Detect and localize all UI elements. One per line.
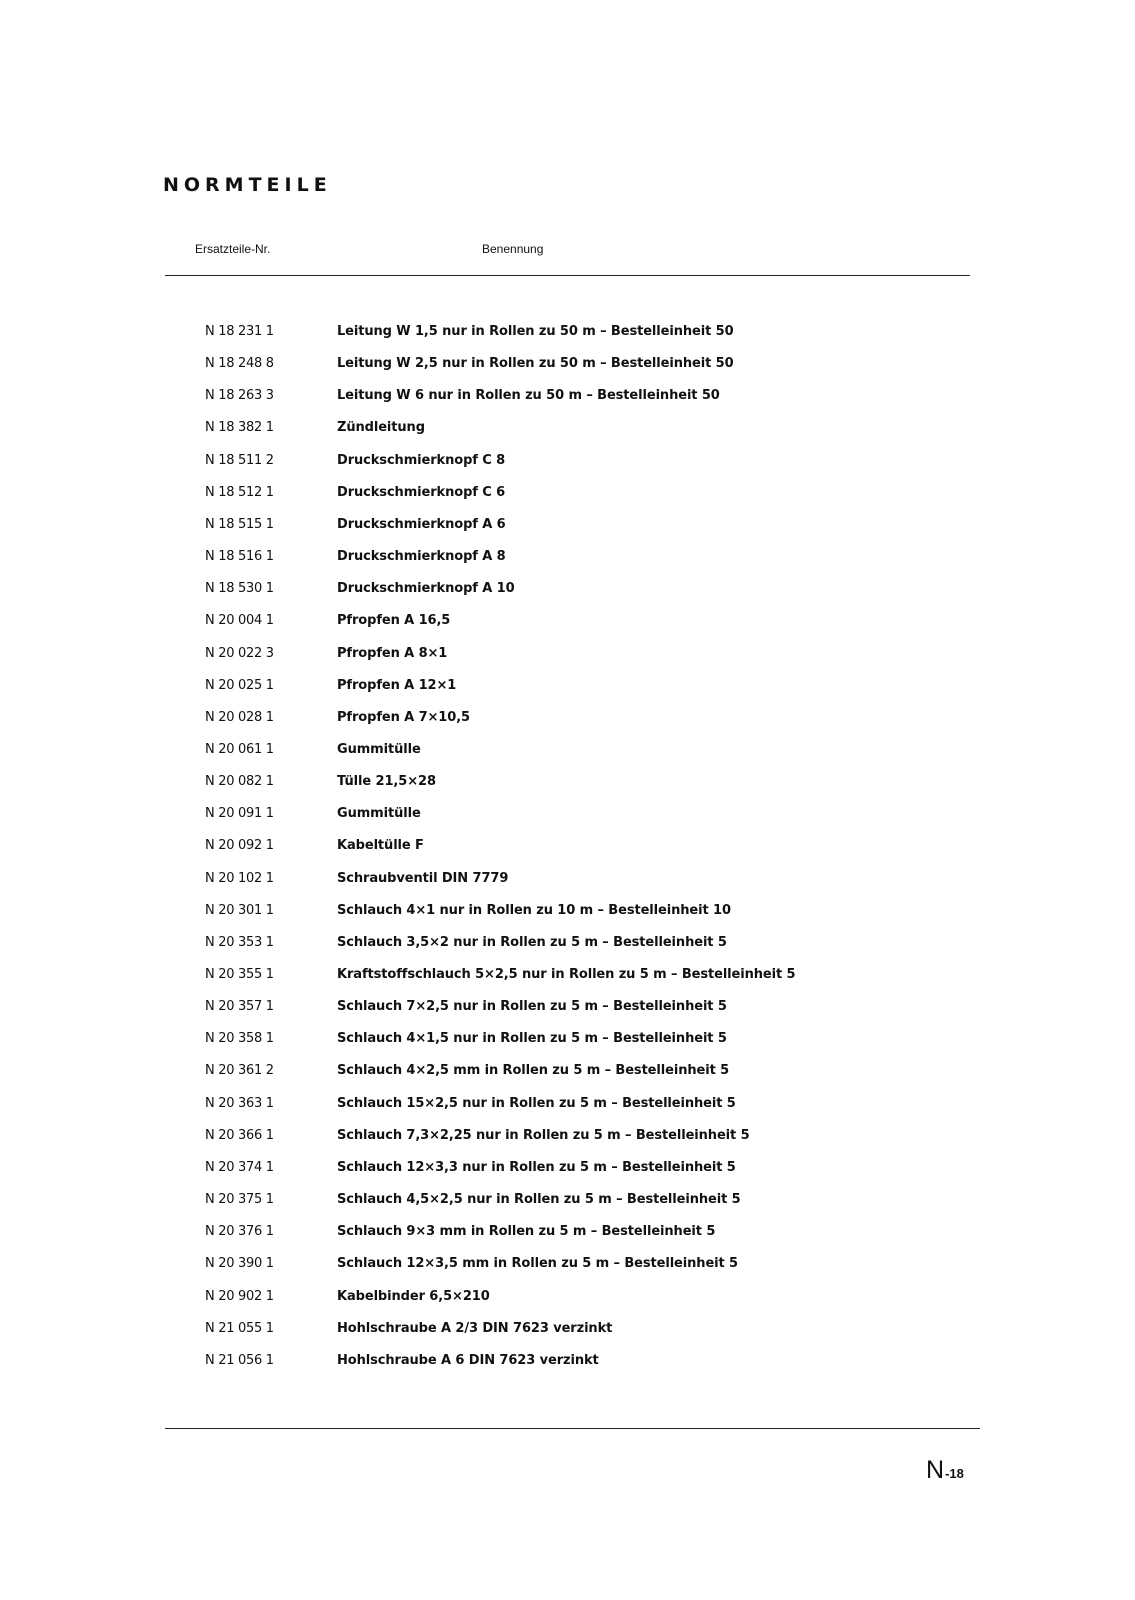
part-name: Tülle 21,5×28: [337, 774, 436, 790]
part-name: Druckschmierknopf A 8: [337, 549, 506, 564]
list-item: [0, 1289, 1135, 1311]
part-number: N 18 382 1: [205, 420, 274, 436]
part-number: N 20 025 1: [205, 677, 274, 693]
part-number: N 20 363 1: [205, 1095, 274, 1111]
list-item: [0, 742, 1135, 764]
part-name: Hohlschraube A 2/3 DIN 7623 verzinkt: [337, 1320, 613, 1336]
footer-divider: [165, 1428, 980, 1429]
part-number: N 20 357 1: [205, 999, 274, 1015]
part-name: Hohlschraube A 6 DIN 7623 verzinkt: [337, 1352, 599, 1368]
part-name: Schlauch 9×3 mm in Rollen zu 5 m – Bestelleinheit 5: [337, 1224, 716, 1240]
part-name: Druckschmierknopf A 6: [337, 516, 506, 532]
part-name: Schlauch 3,5×2 nur in Rollen zu 5 m – Bestelleinheit 5: [337, 934, 727, 950]
part-name: Gummitülle: [337, 806, 421, 822]
page-number: [926, 1456, 964, 1485]
part-number: N 20 366 1: [205, 1127, 274, 1143]
part-number: N 20 028 1: [205, 709, 274, 725]
list-item: [0, 1353, 1135, 1375]
column-header-name: Benennung: [482, 242, 544, 256]
part-name: Leitung W 6 nur in Rollen zu 50 m – Bestelleinheit 50: [337, 388, 720, 404]
part-number: N 20 358 1: [205, 1031, 274, 1047]
list-item: [0, 806, 1135, 828]
list-item: [0, 1160, 1135, 1182]
list-item: [0, 903, 1135, 925]
part-name: Druckschmierknopf C 8: [337, 452, 506, 468]
part-name: Schlauch 7×2,5 nur in Rollen zu 5 m – Bestelleinheit 5: [337, 999, 727, 1015]
list-item: [0, 999, 1135, 1021]
part-number: N 18 263 3: [205, 388, 274, 404]
list-item: [0, 581, 1135, 603]
list-item: [0, 613, 1135, 635]
list-item: [0, 1321, 1135, 1343]
list-item: [0, 388, 1135, 410]
list-item: [0, 1192, 1135, 1214]
part-number: N 20 902 1: [205, 1288, 274, 1304]
part-name: Druckschmierknopf C 6: [337, 484, 506, 500]
part-name: Pfropfen A 8×1: [337, 645, 448, 661]
list-item: [0, 1096, 1135, 1118]
part-name: Leitung W 1,5 nur in Rollen zu 50 m – Bestelleinheit 50: [337, 324, 734, 339]
part-name: Druckschmierknopf A 10: [337, 581, 515, 597]
part-number: N 21 056 1: [205, 1352, 274, 1368]
part-number: N 20 355 1: [205, 967, 274, 982]
part-name: Schlauch 15×2,5 nur in Rollen zu 5 m – Bestelleinheit 5: [337, 1095, 736, 1111]
part-name: Pfropfen A 7×10,5: [337, 709, 470, 725]
part-name: Kabelbinder 6,5×210: [337, 1288, 490, 1304]
part-number: N 21 055 1: [205, 1320, 274, 1336]
part-number: N 20 061 1: [205, 742, 274, 757]
list-item: [0, 678, 1135, 700]
part-name: Schlauch 7,3×2,25 nur in Rollen zu 5 m – Bestelleinheit 5: [337, 1127, 750, 1143]
part-number: N 18 516 1: [205, 549, 274, 564]
part-number: N 18 515 1: [205, 516, 274, 532]
part-name: Leitung W 2,5 nur in Rollen zu 50 m – Bestelleinheit 50: [337, 356, 734, 372]
part-number: N 20 375 1: [205, 1192, 274, 1207]
part-name: Schlauch 4,5×2,5 nur in Rollen zu 5 m – Bestelleinheit 5: [337, 1192, 741, 1207]
part-number: N 20 361 2: [205, 1063, 274, 1079]
page-title: NORMTEILE: [163, 174, 332, 196]
part-number: N 18 248 8: [205, 356, 274, 372]
part-name: Schlauch 12×3,5 mm in Rollen zu 5 m – Bestelleinheit 5: [337, 1256, 739, 1272]
list-item: [0, 1031, 1135, 1053]
list-item: [0, 774, 1135, 796]
part-number: N 20 376 1: [205, 1224, 274, 1240]
list-item: [0, 1128, 1135, 1150]
part-number: N 20 091 1: [205, 806, 274, 822]
part-name: Schraubventil DIN 7779: [337, 870, 509, 886]
part-name: Schlauch 12×3,3 nur in Rollen zu 5 m – Bestelleinheit 5: [337, 1159, 736, 1175]
part-name: Schlauch 4×2,5 mm in Rollen zu 5 m – Bestelleinheit 5: [337, 1063, 730, 1079]
part-number: N 20 004 1: [205, 613, 274, 629]
list-item: [0, 1224, 1135, 1246]
list-item: [0, 549, 1135, 571]
list-item: [0, 871, 1135, 893]
list-item: [0, 646, 1135, 668]
list-item: [0, 1256, 1135, 1278]
part-number: N 20 092 1: [205, 838, 274, 854]
part-number: N 18 511 2: [205, 452, 274, 468]
part-number: N 18 530 1: [205, 581, 274, 597]
list-item: [0, 453, 1135, 475]
part-name: Pfropfen A 12×1: [337, 677, 457, 693]
list-item: [0, 838, 1135, 860]
part-name: Gummitülle: [337, 742, 421, 757]
list-item: [0, 1063, 1135, 1085]
list-item: [0, 324, 1135, 346]
part-number: N 20 022 3: [205, 645, 274, 661]
list-item: [0, 967, 1135, 989]
part-number: N 20 102 1: [205, 870, 274, 886]
part-name: Pfropfen A 16,5: [337, 613, 451, 629]
part-number: N 18 512 1: [205, 484, 274, 500]
list-item: [0, 710, 1135, 732]
part-name: Kabeltülle F: [337, 838, 424, 854]
column-header-part-number: Ersatzteile-Nr.: [195, 242, 271, 256]
list-item: [0, 356, 1135, 378]
part-name: Schlauch 4×1 nur in Rollen zu 10 m – Bestelleinheit 10: [337, 902, 731, 918]
list-item: [0, 485, 1135, 507]
part-number: N 20 390 1: [205, 1256, 274, 1272]
part-number: N 18 231 1: [205, 324, 274, 339]
part-number: N 20 353 1: [205, 934, 274, 950]
part-name: Zündleitung: [337, 420, 425, 436]
part-number: N 20 374 1: [205, 1159, 274, 1175]
part-number: N 20 301 1: [205, 902, 274, 918]
part-number: N 20 082 1: [205, 774, 274, 790]
list-item: [0, 935, 1135, 957]
list-item: [0, 517, 1135, 539]
list-item: [0, 420, 1135, 442]
page-number-value: -18: [945, 1466, 964, 1481]
page-section-letter: N: [926, 1456, 945, 1484]
part-name: Schlauch 4×1,5 nur in Rollen zu 5 m – Bestelleinheit 5: [337, 1031, 727, 1047]
part-name: Kraftstoffschlauch 5×2,5 nur in Rollen zu 5 m – Bestelleinheit 5: [337, 967, 796, 982]
